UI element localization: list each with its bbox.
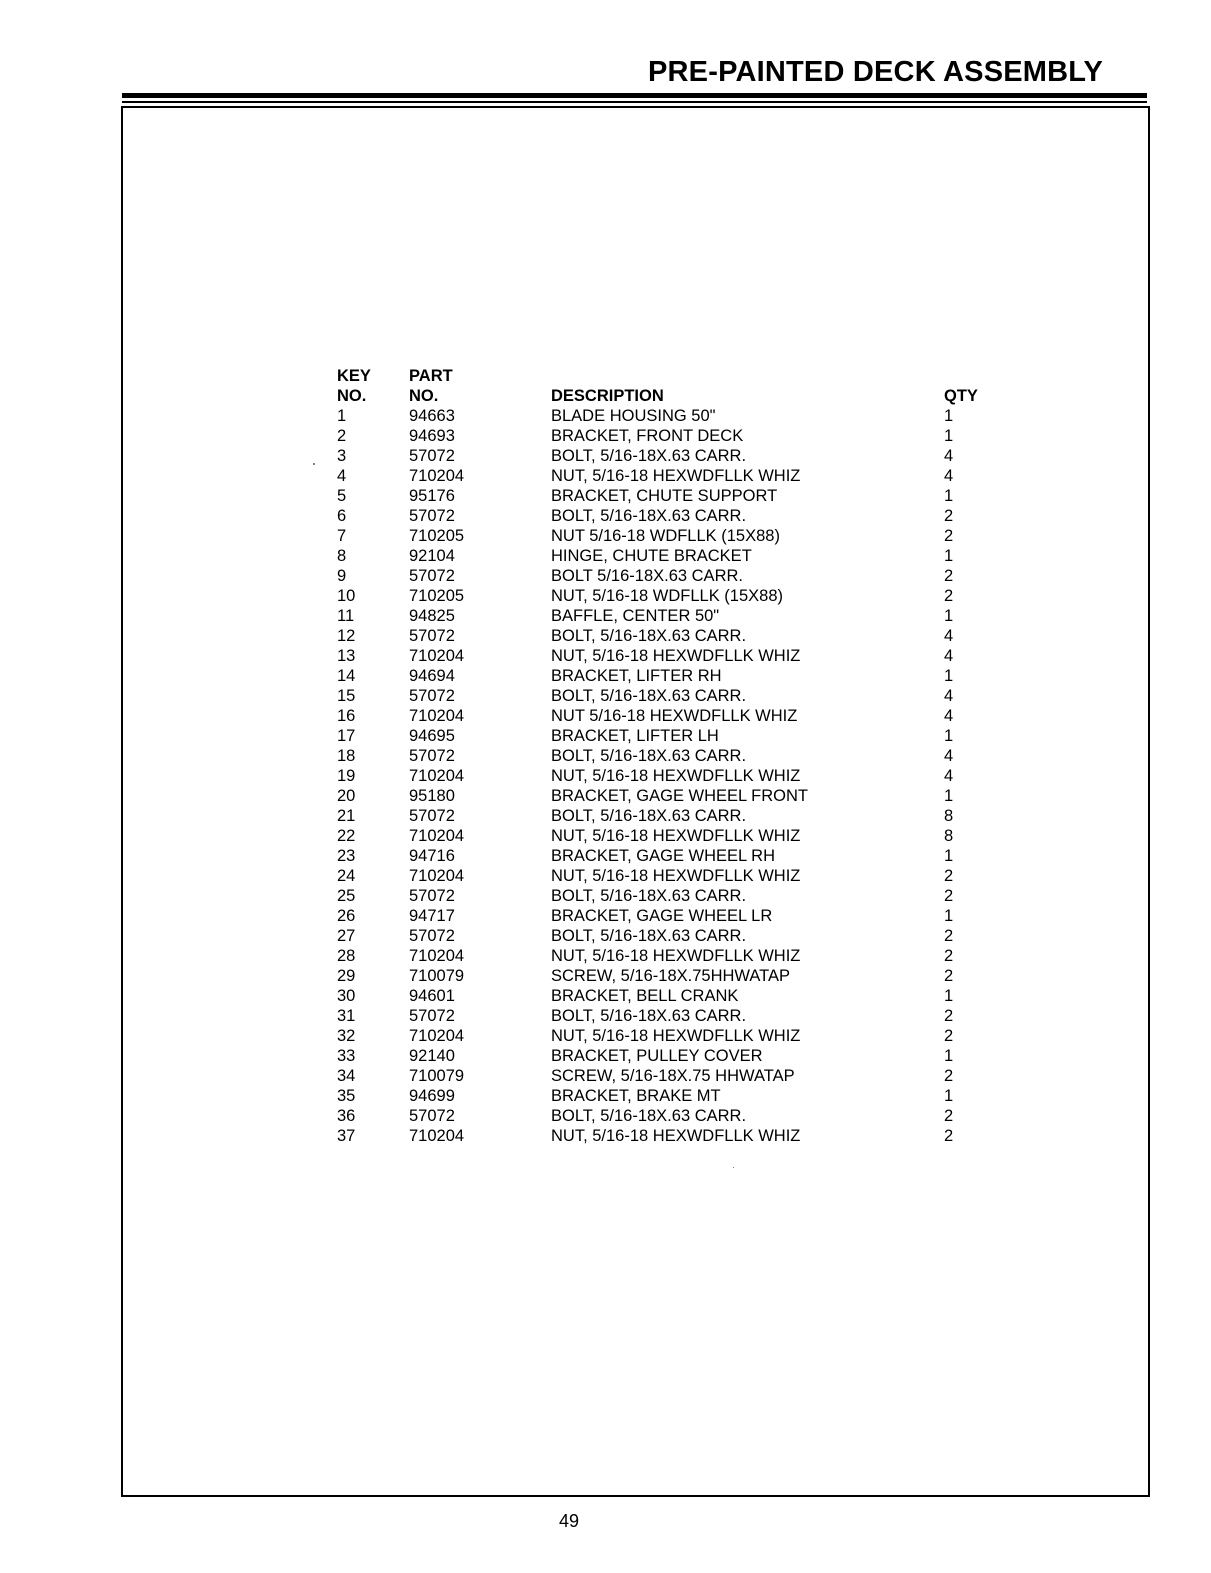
key-no-cell: 19 — [337, 767, 356, 785]
part-no-cell: 95176 — [409, 487, 455, 505]
part-no-cell: 92140 — [409, 1047, 455, 1065]
key-no-cell: 31 — [337, 1007, 356, 1025]
qty-cell: 1 — [944, 727, 954, 745]
description-cell: BOLT, 5/16-18X.63 CARR. — [551, 447, 747, 465]
part-no-cell: 94601 — [409, 987, 455, 1005]
key-no-cell: 32 — [337, 1027, 356, 1045]
qty-cell: 2 — [944, 1027, 954, 1045]
part-header-line1: PART — [409, 367, 453, 385]
qty-cell: 2 — [944, 887, 954, 905]
key-no-cell: 15 — [337, 687, 356, 705]
description-cell: SCREW, 5/16-18X.75HHWATAP — [551, 967, 791, 985]
header-rule-thick — [122, 93, 1147, 98]
key-no-cell: 28 — [337, 947, 356, 965]
part-no-cell: 94695 — [409, 727, 455, 745]
description-cell: SCREW, 5/16-18X.75 HHWATAP — [551, 1067, 795, 1085]
part-no-cell: 710204 — [409, 867, 465, 885]
part-no-cell: 710204 — [409, 767, 465, 785]
part-no-cell: 710204 — [409, 827, 465, 845]
part-no-cell: 94693 — [409, 427, 455, 445]
key-no-cell: 6 — [337, 507, 347, 525]
key-no-cell: 20 — [337, 787, 356, 805]
qty-cell: 1 — [944, 607, 954, 625]
description-cell: NUT, 5/16-18 HEXWDFLLK WHIZ — [551, 647, 801, 665]
qty-cell: 1 — [944, 1087, 954, 1105]
key-no-cell: 17 — [337, 727, 356, 745]
qty-cell: 2 — [944, 967, 954, 985]
scan-speck — [313, 463, 315, 465]
qty-cell: 1 — [944, 987, 954, 1005]
description-cell: BRACKET, GAGE WHEEL FRONT — [551, 787, 809, 805]
description-cell: BOLT, 5/16-18X.63 CARR. — [551, 927, 747, 945]
description-cell: BOLT, 5/16-18X.63 CARR. — [551, 507, 747, 525]
scan-speck — [733, 1167, 734, 1168]
qty-cell: 4 — [944, 687, 954, 705]
key-no-cell: 12 — [337, 627, 356, 645]
key-no-cell: 2 — [337, 427, 347, 445]
description-cell: BOLT, 5/16-18X.63 CARR. — [551, 807, 747, 825]
key-no-cell: 7 — [337, 527, 347, 545]
qty-cell: 4 — [944, 447, 954, 465]
key-no-cell: 10 — [337, 587, 356, 605]
key-no-cell: 22 — [337, 827, 356, 845]
qty-cell: 2 — [944, 1127, 954, 1145]
part-no-cell: 94716 — [409, 847, 455, 865]
description-cell: BOLT, 5/16-18X.63 CARR. — [551, 1107, 747, 1125]
key-no-cell: 37 — [337, 1127, 356, 1145]
qty-cell: 4 — [944, 747, 954, 765]
qty-cell: 2 — [944, 927, 954, 945]
qty-cell: 2 — [944, 1007, 954, 1025]
key-no-cell: 4 — [337, 467, 347, 485]
part-no-cell: 710204 — [409, 1127, 465, 1145]
key-no-cell: 9 — [337, 567, 347, 585]
description-cell: BRACKET, FRONT DECK — [551, 427, 744, 445]
key-no-cell: 26 — [337, 907, 356, 925]
description-cell: BRACKET, PULLEY COVER — [551, 1047, 763, 1065]
part-no-cell: 57072 — [409, 1007, 455, 1025]
part-no-cell: 57072 — [409, 627, 455, 645]
description-cell: BOLT, 5/16-18X.63 CARR. — [551, 887, 747, 905]
key-no-cell: 18 — [337, 747, 356, 765]
key-no-cell: 33 — [337, 1047, 356, 1065]
key-no-cell: 11 — [337, 607, 355, 625]
key-no-cell: 13 — [337, 647, 356, 665]
part-no-cell: 710204 — [409, 1027, 465, 1045]
key-no-cell: 34 — [337, 1067, 356, 1085]
qty-cell: 1 — [944, 1047, 954, 1065]
part-no-cell: 94694 — [409, 667, 455, 685]
part-no-cell: 710079 — [409, 967, 465, 985]
qty-cell: 1 — [944, 407, 954, 425]
description-cell: NUT, 5/16-18 HEXWDFLLK WHIZ — [551, 1127, 801, 1145]
qty-cell: 4 — [944, 647, 954, 665]
qty-cell: 2 — [944, 567, 954, 585]
description-cell: NUT 5/16-18 HEXWDFLLK WHIZ — [551, 707, 798, 725]
qty-cell: 2 — [944, 527, 954, 545]
qty-cell: 4 — [944, 767, 954, 785]
part-no-cell: 57072 — [409, 687, 455, 705]
description-cell: BRACKET, LIFTER RH — [551, 667, 722, 685]
key-no-cell: 21 — [337, 807, 356, 825]
description-cell: HINGE, CHUTE BRACKET — [551, 547, 752, 565]
qty-cell: 2 — [944, 947, 954, 965]
key-no-cell: 5 — [337, 487, 347, 505]
qty-cell: 8 — [944, 807, 954, 825]
part-no-cell: 710204 — [409, 647, 465, 665]
qty-cell: 1 — [944, 907, 954, 925]
description-cell: NUT, 5/16-18 HEXWDFLLK WHIZ — [551, 867, 801, 885]
key-no-cell: 35 — [337, 1087, 356, 1105]
description-cell: NUT, 5/16-18 HEXWDFLLK WHIZ — [551, 1027, 801, 1045]
part-no-cell: 57072 — [409, 887, 455, 905]
part-no-cell: 710204 — [409, 947, 465, 965]
description-cell: BOLT, 5/16-18X.63 CARR. — [551, 1007, 747, 1025]
key-no-cell: 29 — [337, 967, 356, 985]
description-cell: NUT, 5/16-18 WDFLLK (15X88) — [551, 587, 784, 605]
qty-cell: 1 — [944, 667, 954, 685]
qty-cell: 4 — [944, 707, 954, 725]
key-header-line1: KEY — [337, 367, 371, 385]
part-no-cell: 94663 — [409, 407, 455, 425]
qty-cell: 8 — [944, 827, 954, 845]
qty-cell: 1 — [944, 847, 954, 865]
key-no-cell: 14 — [337, 667, 356, 685]
part-no-cell: 94825 — [409, 607, 455, 625]
qty-cell: 2 — [944, 1107, 954, 1125]
description-cell: NUT, 5/16-18 HEXWDFLLK WHIZ — [551, 827, 801, 845]
qty-cell: 4 — [944, 627, 954, 645]
description-cell: BRACKET, BRAKE MT — [551, 1087, 721, 1105]
key-no-cell: 36 — [337, 1107, 356, 1125]
part-no-cell: 710205 — [409, 527, 465, 545]
qty-cell: 1 — [944, 487, 954, 505]
qty-cell: 2 — [944, 587, 954, 605]
description-cell: BRACKET, GAGE WHEEL RH — [551, 847, 776, 865]
qty-cell: 1 — [944, 547, 954, 565]
part-no-cell: 57072 — [409, 507, 455, 525]
description-header: DESCRIPTION — [551, 387, 664, 405]
part-no-cell: 710204 — [409, 467, 465, 485]
key-no-cell: 27 — [337, 927, 356, 945]
part-no-cell: 57072 — [409, 1107, 455, 1125]
key-no-cell: 30 — [337, 987, 356, 1005]
qty-cell: 2 — [944, 867, 954, 885]
description-cell: NUT, 5/16-18 HEXWDFLLK WHIZ — [551, 947, 801, 965]
description-cell: BRACKET, LIFTER LH — [551, 727, 719, 745]
description-cell: NUT 5/16-18 WDFLLK (15X88) — [551, 527, 780, 545]
description-cell: BOLT 5/16-18X.63 CARR. — [551, 567, 743, 585]
description-cell: BRACKET, CHUTE SUPPORT — [551, 487, 778, 505]
part-no-cell: 57072 — [409, 927, 455, 945]
qty-header: QTY — [944, 387, 978, 405]
key-no-cell: 8 — [337, 547, 347, 565]
part-no-cell: 710079 — [409, 1067, 465, 1085]
part-no-cell: 57072 — [409, 567, 455, 585]
qty-cell: 2 — [944, 507, 954, 525]
description-cell: BOLT, 5/16-18X.63 CARR. — [551, 627, 747, 645]
key-no-cell: 16 — [337, 707, 356, 725]
description-cell: BRACKET, GAGE WHEEL LR — [551, 907, 773, 925]
description-cell: BAFFLE, CENTER 50" — [551, 607, 720, 625]
part-no-cell: 92104 — [409, 547, 455, 565]
qty-cell: 1 — [944, 787, 954, 805]
key-no-cell: 24 — [337, 867, 356, 885]
part-no-cell: 95180 — [409, 787, 455, 805]
part-no-cell: 710205 — [409, 587, 465, 605]
part-no-cell: 710204 — [409, 707, 465, 725]
qty-cell: 4 — [944, 467, 954, 485]
part-no-cell: 57072 — [409, 807, 455, 825]
qty-cell: 2 — [944, 1067, 954, 1085]
key-no-cell: 25 — [337, 887, 356, 905]
description-cell: BOLT, 5/16-18X.63 CARR. — [551, 747, 747, 765]
key-header-line2: NO. — [337, 387, 367, 405]
key-no-cell: 3 — [337, 447, 347, 465]
description-cell: NUT, 5/16-18 HEXWDFLLK WHIZ — [551, 767, 801, 785]
description-cell: BRACKET, BELL CRANK — [551, 987, 739, 1005]
qty-cell: 1 — [944, 427, 954, 445]
description-cell: BLADE HOUSING 50" — [551, 407, 716, 425]
part-no-cell: 57072 — [409, 747, 455, 765]
key-no-cell: 23 — [337, 847, 356, 865]
part-no-cell: 57072 — [409, 447, 455, 465]
page-number: 49 — [559, 1511, 580, 1531]
part-no-cell: 94717 — [409, 907, 455, 925]
page-title: PRE-PAINTED DECK ASSEMBLY — [648, 56, 1104, 88]
header-rule-thin — [122, 101, 1147, 103]
part-no-cell: 94699 — [409, 1087, 455, 1105]
key-no-cell: 1 — [337, 407, 347, 425]
description-cell: BOLT, 5/16-18X.63 CARR. — [551, 687, 747, 705]
part-header-line2: NO. — [409, 387, 439, 405]
description-cell: NUT, 5/16-18 HEXWDFLLK WHIZ — [551, 467, 801, 485]
